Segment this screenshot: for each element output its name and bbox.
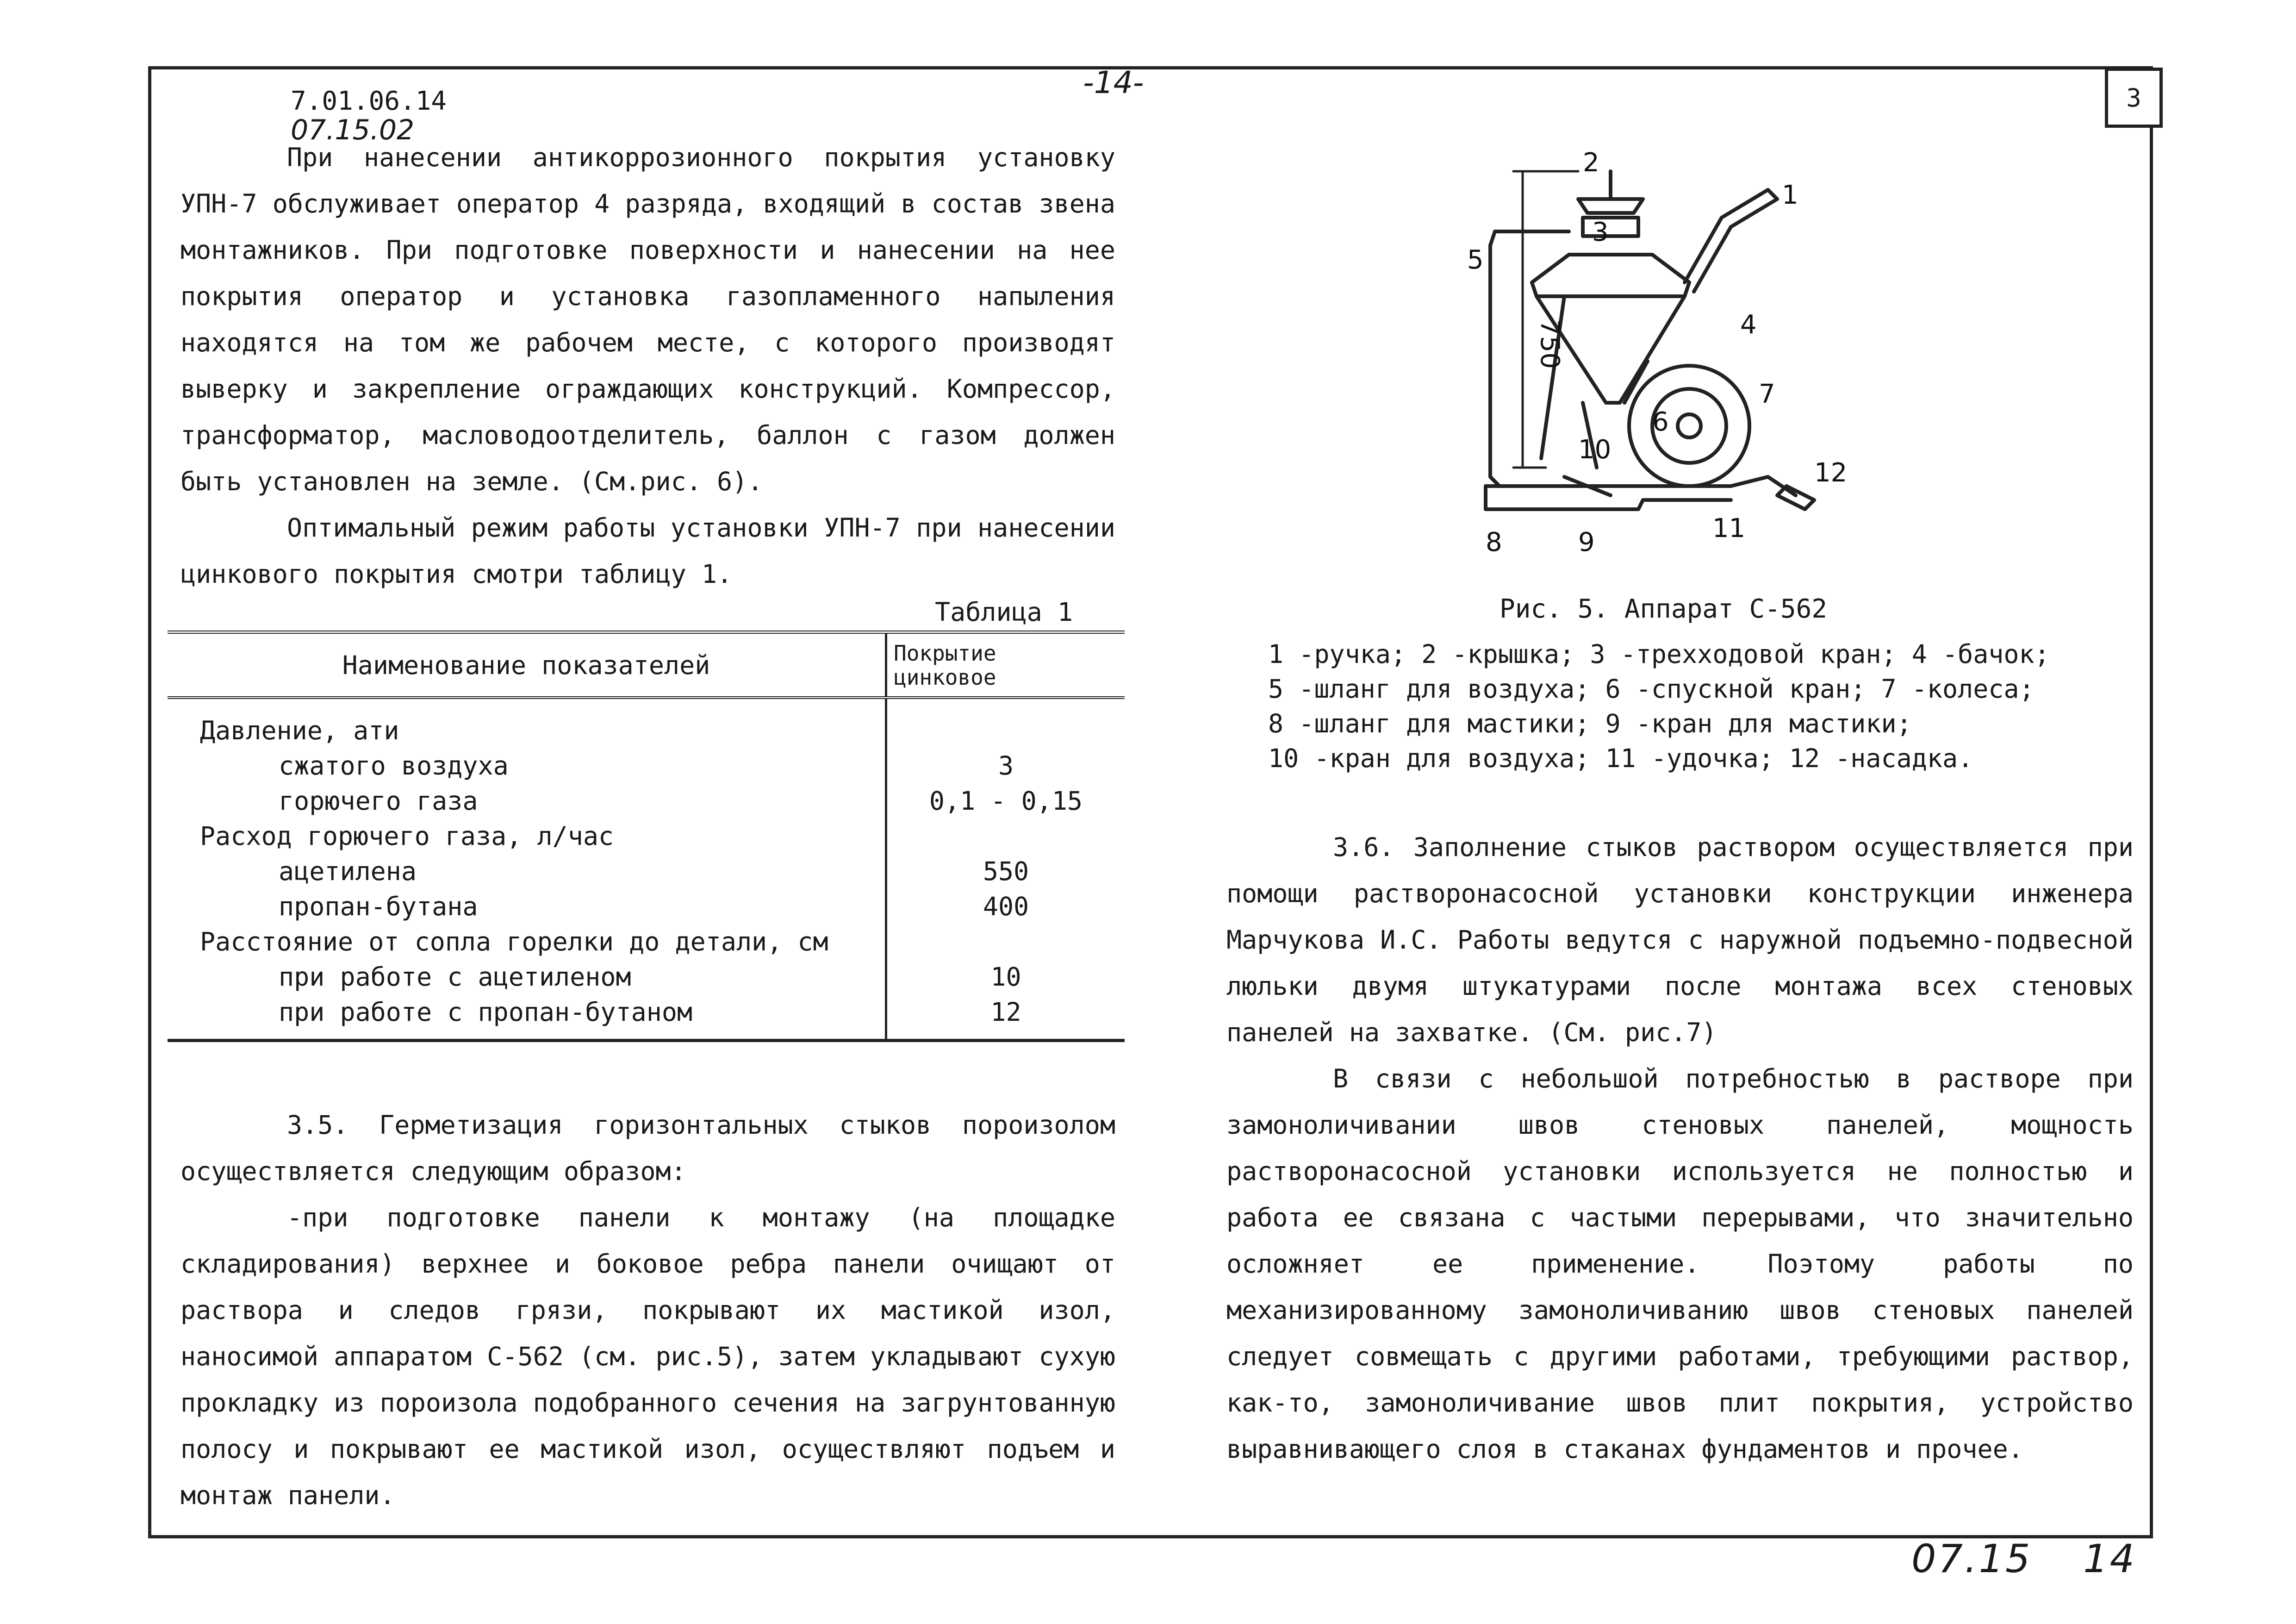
table-row bbox=[168, 994, 1125, 1041]
callout: 5 bbox=[1467, 245, 1484, 275]
footer-doc-code: 07.15 bbox=[1911, 1536, 2032, 1581]
row-label: Расстояние от сопла горелки до детали, см bbox=[168, 924, 886, 959]
legend-line: 8 -шланг для мастики; 9 -кран для мастики; bbox=[1268, 709, 1912, 738]
section-3-5 bbox=[180, 1102, 1115, 1518]
row-label: Расход горючего газа, л/час bbox=[168, 818, 886, 854]
row-label: ацетилена bbox=[168, 854, 886, 889]
callout: 2 bbox=[1583, 148, 1599, 178]
page-number: -14- bbox=[1083, 65, 1144, 100]
row-label: при работе с пропан-бутаном bbox=[168, 994, 886, 1041]
footer-code bbox=[1911, 1536, 2136, 1581]
table-row bbox=[168, 959, 1125, 994]
row-value: 550 bbox=[983, 856, 1029, 886]
row-value bbox=[886, 698, 1125, 748]
column-header bbox=[886, 632, 1125, 698]
doc-code-typed: 7.01.06.14 bbox=[291, 86, 447, 116]
table-caption: Таблица 1 bbox=[935, 597, 1073, 627]
row-label: пропан-бутана bbox=[168, 889, 886, 924]
paragraph: 3.6. Заполнение стыков раствором осуществляется при помощи растворонасосной установки конструкции инженера Марчукова И.С. Работы ведутся с наружной подъемно-подвесной люльки двумя штукатурами после монтажа всех стеновых панелей на захватке. (См. рис.7) bbox=[1226, 832, 2134, 1047]
legend-line: 5 -шланг для воздуха; 6 -спускной кран; 7 -колеса; bbox=[1268, 674, 2035, 704]
paragraph: 3.5. Герметизация горизонтальных стыков пороизолом осуществляется следующим образом: bbox=[180, 1110, 1115, 1186]
row-value bbox=[886, 818, 1125, 854]
row-value bbox=[886, 924, 1125, 959]
mastic-hose-shape bbox=[1486, 477, 1796, 509]
row-label: Давление, ати bbox=[168, 698, 886, 748]
legend-line: 1 -ручка; 2 -крышка; 3 -трехходовой кран; 4 -бачок; bbox=[1268, 639, 2050, 669]
callout: 7 bbox=[1759, 379, 1775, 409]
sheet-number-box: 3 bbox=[2105, 68, 2163, 128]
wheel-shape bbox=[1629, 366, 1749, 486]
figure-5-drawing bbox=[1467, 144, 1870, 560]
table-row bbox=[168, 924, 1125, 959]
dimension-label: 750 bbox=[1535, 319, 1565, 369]
figure-callouts bbox=[1467, 148, 1847, 557]
row-label: сжатого воздуха bbox=[168, 748, 886, 783]
handle-shape bbox=[1685, 190, 1777, 292]
table-row bbox=[168, 854, 1125, 889]
section-3-6 bbox=[1226, 824, 2134, 1472]
intro-text bbox=[180, 134, 1115, 597]
figure-legend bbox=[1268, 637, 2050, 776]
callout: 6 bbox=[1652, 407, 1669, 437]
row-value: 12 bbox=[886, 994, 1125, 1041]
table-row bbox=[168, 748, 1125, 783]
row-value: 0,1 - 0,15 bbox=[929, 786, 1083, 816]
footer-page: 14 bbox=[2083, 1536, 2137, 1581]
header-line: цинковое bbox=[894, 664, 996, 690]
table-row bbox=[168, 889, 1125, 924]
callout: 9 bbox=[1578, 527, 1595, 557]
tank-shape bbox=[1532, 255, 1689, 296]
callout: 11 bbox=[1712, 513, 1746, 543]
row-value: 3 bbox=[998, 751, 1014, 781]
table-row bbox=[168, 818, 1125, 854]
callout: 3 bbox=[1592, 217, 1609, 247]
row-value: 400 bbox=[983, 892, 1029, 921]
column-header: Наименование показателей bbox=[168, 632, 886, 698]
legend-line: 10 -кран для воздуха; 11 -удочка; 12 -насадка. bbox=[1268, 743, 1973, 773]
row-label: горючего газа bbox=[168, 783, 886, 818]
callout: 4 bbox=[1740, 310, 1757, 340]
callout: 10 bbox=[1578, 435, 1612, 465]
table-1 bbox=[168, 631, 1125, 1042]
callout: 12 bbox=[1814, 458, 1848, 488]
table-row bbox=[168, 698, 1125, 748]
row-value: 10 bbox=[990, 962, 1021, 992]
table-header-row bbox=[168, 632, 1125, 698]
table-row bbox=[168, 783, 1125, 818]
paragraph: -при подготовке панели к монтажу (на площадке складирования) верхнее и боковое ребра панели очищают от раствора и следов грязи, покрывают их мастикой изол, наносимой аппаратом С-562 (см. рис.5), затем укладывают сухую прокладку из пороизола подобранного сечения на загрунтованную полосу и покрывают ее мастикой изол, осуществляют подъем и монтаж панели. bbox=[180, 1203, 1115, 1510]
row-label: при работе с ацетиленом bbox=[168, 959, 886, 994]
figure-caption: Рис. 5. Аппарат С-562 bbox=[1500, 594, 1828, 624]
doc-code-handwritten: 07.15.02 bbox=[291, 114, 415, 146]
callout: 1 bbox=[1782, 180, 1798, 210]
paragraph: В связи с небольшой потребностью в растворе при замоноличивании швов стеновых панелей, мощность растворонасосной установки используется не полностью и работа ее связана с частыми перерывами, что значительно осложняет ее применение. Поэтому работы по механизированному замоноличиванию швов стеновых панелей следует совмещать с другими работами, требующими раствор, как-то, замоноличивание швов плит покрытия, устройство выравнивающего слоя в стаканах фундаментов и прочее. bbox=[1226, 1064, 2134, 1464]
paragraph: При нанесении антикоррозионного покрытия установку УПН-7 обслуживает оператор 4 разряда, входящий в состав звена монтажников. При подготовке поверхности и нанесении на нее покрытия оператор и установка газопламенного напыления находятся на том же рабочем месте, с которого производят выверку и закрепление ограждающих конструкций. Компрессор, трансформатор, масловодоотделитель, баллон с газом должен быть установлен на земле. (См.рис. 6). bbox=[180, 143, 1115, 496]
header-line: Покрытие bbox=[894, 640, 996, 666]
callout: 8 bbox=[1486, 527, 1502, 557]
paragraph: Оптимальный режим работы установки УПН-7 при нанесении цинкового покрытия смотри таблицу 1. bbox=[180, 513, 1115, 589]
